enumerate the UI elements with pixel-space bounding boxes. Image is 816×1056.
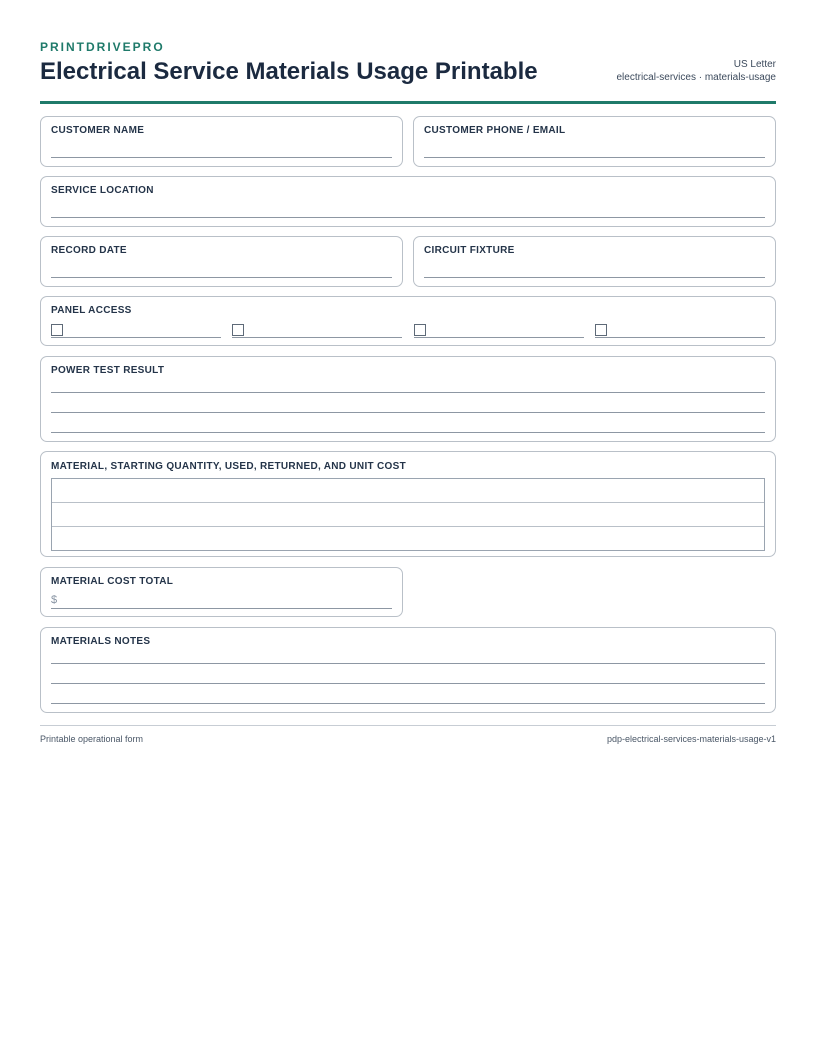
service-location-line[interactable] — [51, 217, 765, 218]
customer-contact-label: CUSTOMER PHONE / EMAIL — [424, 125, 566, 136]
table-row[interactable] — [52, 527, 764, 550]
form-page — [40, 40, 776, 104]
panel-access-label: PANEL ACCESS — [51, 305, 132, 316]
record-date-line[interactable] — [51, 277, 392, 278]
material-cost-total-line[interactable] — [51, 608, 392, 609]
paper-size: US Letter — [733, 59, 776, 70]
service-location-field[interactable] — [40, 176, 776, 227]
power-test-result-field[interactable] — [40, 356, 776, 442]
page-footer — [40, 725, 776, 746]
record-date-field[interactable] — [40, 236, 403, 287]
material-cost-total-label: MATERIAL COST TOTAL — [51, 576, 174, 587]
form-meta — [617, 58, 777, 84]
record-date-label: RECORD DATE — [51, 245, 127, 256]
customer-name-field[interactable] — [40, 116, 403, 167]
panel-access-option[interactable] — [51, 323, 221, 338]
circuit-fixture-line[interactable] — [424, 277, 765, 278]
checkbox[interactable] — [232, 324, 244, 336]
checkbox[interactable] — [595, 324, 607, 336]
form-header — [40, 40, 776, 104]
checkbox[interactable] — [51, 324, 63, 336]
table-row[interactable] — [52, 479, 764, 503]
panel-access-field — [40, 296, 776, 346]
service-location-label: SERVICE LOCATION — [51, 185, 154, 196]
table-row[interactable] — [52, 503, 764, 527]
category-path: electrical-services · materials-usage — [616, 72, 776, 83]
form-title: Electrical Service Materials Usage Printable — [40, 58, 538, 85]
customer-name-line[interactable] — [51, 157, 392, 158]
customer-name-label: CUSTOMER NAME — [51, 125, 145, 136]
materials-notes-label: MATERIALS NOTES — [51, 636, 151, 647]
power-test-result-label: POWER TEST RESULT — [51, 365, 165, 376]
materials-table-label: MATERIAL, STARTING QUANTITY, USED, RETURNED, AND UNIT COST — [51, 461, 406, 472]
brand-name: PRINTDRIVEPRO — [40, 40, 165, 54]
customer-contact-line[interactable] — [424, 157, 765, 158]
writing-line[interactable] — [51, 412, 765, 413]
materials-table — [51, 478, 765, 551]
footer-description: Printable operational form — [40, 734, 144, 744]
panel-access-option[interactable] — [414, 323, 584, 338]
circuit-fixture-label: CIRCUIT FIXTURE — [424, 245, 515, 256]
materials-table-section — [40, 451, 776, 557]
writing-line[interactable] — [51, 432, 765, 433]
panel-access-option[interactable] — [232, 323, 402, 338]
currency-symbol: $ — [51, 594, 58, 606]
panel-access-option[interactable] — [595, 323, 765, 338]
form-id: pdp-electrical-services-materials-usage-v1 — [606, 734, 776, 744]
checkbox[interactable] — [414, 324, 426, 336]
material-cost-total-field[interactable] — [40, 567, 403, 617]
writing-line[interactable] — [51, 392, 765, 393]
writing-line[interactable] — [51, 703, 765, 704]
circuit-fixture-field[interactable] — [413, 236, 776, 287]
customer-contact-field[interactable] — [413, 116, 776, 167]
writing-line[interactable] — [51, 663, 765, 664]
materials-notes-field[interactable] — [40, 627, 776, 713]
writing-line[interactable] — [51, 683, 765, 684]
